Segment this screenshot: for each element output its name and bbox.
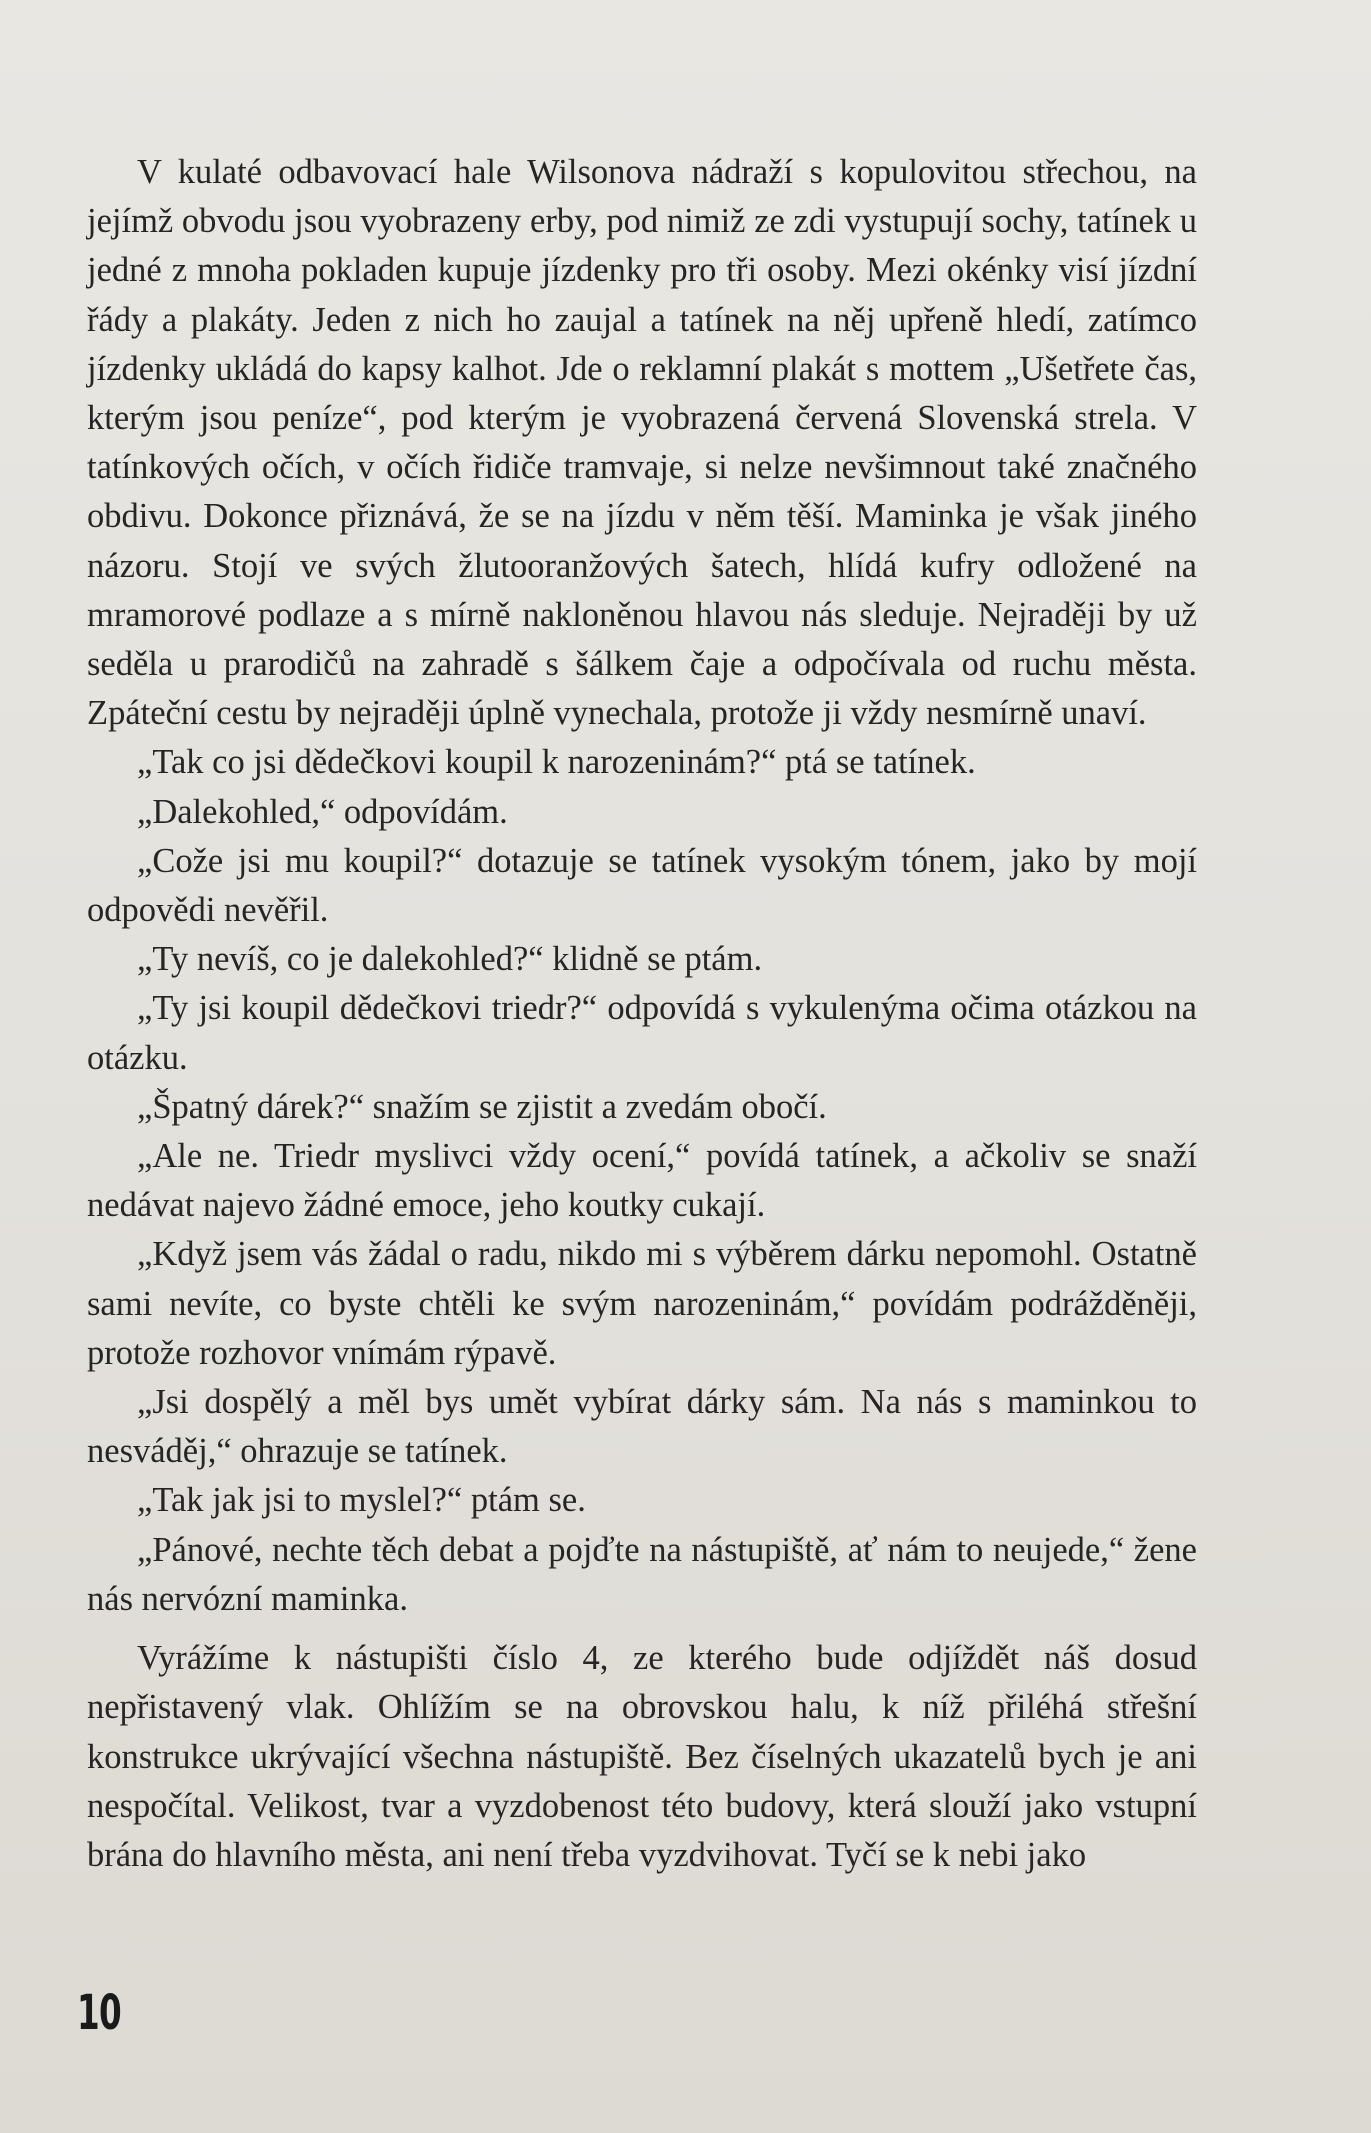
paragraph: „Tak co jsi dědečkovi koupil k narozeninám?“ ptá se tatínek. xyxy=(137,743,976,782)
paragraph: V kulaté odbavovací hale Wilsonova nádraží s kopulovitou střechou, na jejímž obvodu jsou vyobrazeny erby, pod nimiž ze zdi vystupují sochy, tatínek u jedné z mnoha pokladen kupuje jízdenky pro tři osoby. Mezi okénky visí jízdní řády a plakáty. Jeden z nich ho zaujal a tatínek na něj upřeně hledí, zatímco jízdenky ukládá do kapsy kalhot. Jde o reklamní plakát s mottem „Ušetřete čas, kterým jsou peníze“, pod kterým je vyobrazená červená Slovenská strela. V tatínkových očích, v očích řidiče tramvaje, si nelze nevšimnout také značného obdivu. Dokonce přiznává, že se na jízdu v něm těší. Maminka je však jiného názoru. Stojí ve svých žlutooranžových šatech, hlídá kufry odložené na mramorové podlaze a s mírně nakloněnou hlavou nás sleduje. Nejraději by už seděla u prarodičů na zahradě s šálkem čaje a odpočívala od ruchu města. Zpáteční cestu by nejraději úplně vynechala, protože ji vždy nesmírně unaví. xyxy=(87,153,1197,733)
paragraph: „Cože jsi mu koupil?“ dotazuje se tatínek vysokým tónem, jako by mojí odpovědi nevěřil. xyxy=(87,841,1197,930)
paragraph: „Ale ne. Triedr myslivci vždy ocení,“ povídá tatínek, a ačkoliv se snaží nedávat najevo žádné emoce, jeho koutky cukají. xyxy=(87,1137,1197,1225)
paragraph: „Tak jak jsi to myslel?“ ptám se. xyxy=(137,1481,586,1520)
page-number: 10 xyxy=(77,1985,122,2041)
paragraph: „Když jsem vás žádal o radu, nikdo mi s výběrem dárku nepomohl. Ostatně sami nevíte, co byste chtěli ke svým narozeninám,“ povídám podrážděněji, protože rozhovor vnímám rýpavě. xyxy=(87,1235,1197,1372)
paragraph: „Špatný dárek?“ snažím se zjistit a zvedám obočí. xyxy=(137,1087,827,1126)
paragraph: „Jsi dospělý a měl bys umět vybírat dárky sám. Na nás s maminkou to nesváděj,“ ohrazuje se tatínek. xyxy=(87,1383,1197,1471)
paragraph: „Ty jsi koupil dědečkovi triedr?“ odpovídá s vykulenýma očima otázkou na otázku. xyxy=(87,989,1197,1077)
body-text xyxy=(87,148,1197,1880)
paragraph: „Pánové, nechte těch debat a pojďte na nástupiště, ať nám to neujede,“ žene nás nervózní maminka. xyxy=(87,1530,1197,1618)
paragraph: „Dalekohled,“ odpovídám. xyxy=(137,792,508,831)
paragraph: „Ty nevíš, co je dalekohled?“ klidně se ptám. xyxy=(137,940,763,979)
paragraph: Vyrážíme k nástupišti číslo 4, ze kterého bude odjíždět náš dosud nepřistavený vlak. Ohlížím se na obrovskou halu, k níž přiléhá střešní konstrukce ukrývající všechna nástupiště. Bez číselných ukazatelů bych je ani nespočítal. Velikost, tvar a vyzdobenost této budovy, která slouží jako vstupní brána do hlavního města, ani není třeba vyzdvihovat. Tyčí se k nebi jako xyxy=(87,1639,1197,1874)
